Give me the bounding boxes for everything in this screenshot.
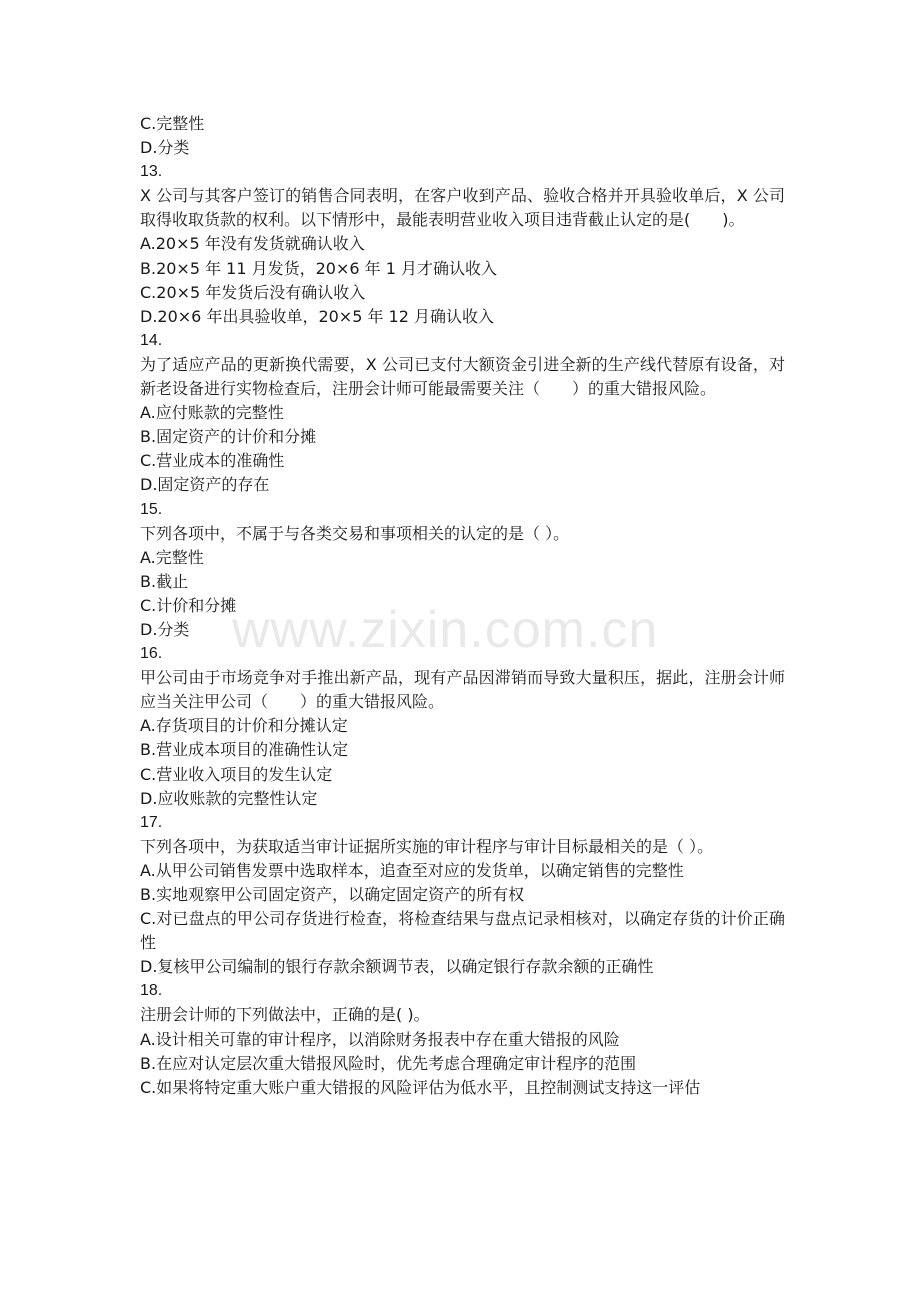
question-13-option-b: B.20×5 年 11 月发货，20×6 年 1 月才确认收入	[140, 258, 498, 278]
question-15-option-a: A.完整性	[140, 547, 204, 567]
question-15-option-b: B.截止	[140, 571, 189, 591]
question-15-option-d: D.分类	[140, 619, 190, 639]
question-15-number: 15.	[140, 500, 163, 518]
question-17-option-d: D.复核甲公司编制的银行存款余额调节表，以确定银行存款余额的正确性	[140, 957, 654, 977]
question-15-stem: 下列各项中，不属于与各类交易和事项相关的认定的是（ ）。	[140, 523, 570, 543]
question-14-option-b: B.固定资产的计价和分摊	[140, 427, 317, 447]
option-c-prev: C.完整性	[140, 114, 205, 133]
question-17-option-c: C.对已盘点的甲公司存货进行检查，将检查结果与盘点记录相核对，以确定存货的计价正确性	[140, 909, 785, 953]
question-16-option-d: D.应收账款的完整性认定	[140, 788, 318, 808]
question-14-stem: 为了适应产品的更新换代需要，X 公司已支付大额资金引进全新的生产线代替原有设备，对新老设备进行实物检查后，注册会计师可能最需要关注（ ）的重大错报风险。	[140, 354, 785, 399]
question-16-option-c: C.营业收入项目的发生认定	[140, 764, 333, 784]
question-18-option-b: B.在应对认定层次重大错报风险时，优先考虑合理确定审计程序的范围	[140, 1053, 637, 1073]
question-13-option-d: D.20×6 年出具验收单，20×5 年 12 月确认收入	[140, 306, 495, 326]
document-page	[140, 112, 785, 1100]
question-13-stem: X 公司与其客户签订的销售合同表明，在客户收到产品、验收合格并开具验收单后，X 公司取得收取货款的权利。以下情形中，最能表明营业收入项目违背截止认定的是( )。	[140, 186, 785, 230]
question-16-option-b: B.营业成本项目的准确性认定	[140, 740, 349, 760]
question-18-stem: 注册会计师的下列做法中，正确的是( )。	[140, 1005, 430, 1025]
question-14-option-c: C.营业成本的准确性	[140, 451, 285, 471]
question-13-option-a: A.20×5 年没有发货就确认收入	[140, 234, 365, 254]
question-17-option-b: B.实地观察甲公司固定资产，以确定固定资产的所有权	[140, 885, 525, 904]
question-16-option-a: A.存货项目的计价和分摊认定	[140, 716, 348, 736]
question-17-number: 17.	[140, 813, 163, 831]
question-16-number: 16.	[140, 645, 163, 663]
question-16-stem: 甲公司由于市场竞争对手推出新产品，现有产品因滞销而导致大量积压，据此，注册会计师应当关注甲公司（ ）的重大错报风险。	[140, 668, 785, 712]
option-d-prev: D.分类	[140, 138, 190, 158]
question-14-number: 14.	[140, 331, 163, 349]
question-13-option-c: C.20×5 年发货后没有确认收入	[140, 282, 366, 302]
question-17-stem: 下列各项中，为获取适当审计证据所实施的审计程序与审计目标最相关的是（ ）。	[140, 836, 714, 856]
question-13-number: 13.	[140, 163, 163, 181]
question-17-option-a: A.从甲公司销售发票中选取样本，追查至对应的发货单，以确定销售的完整性	[140, 860, 684, 880]
question-18-option-c: C.如果将特定重大账户重大错报的风险评估为低水平，且控制测试支持这一评估	[140, 1077, 701, 1097]
question-18-option-a: A.设计相关可靠的审计程序，以消除财务报表中存在重大错报的风险	[140, 1029, 620, 1049]
question-14-option-a: A.应付账款的完整性	[140, 403, 284, 423]
question-15-option-c: C.计价和分摊	[140, 595, 237, 615]
question-18-number: 18.	[140, 982, 163, 1000]
question-14-option-d: D.固定资产的存在	[140, 475, 270, 495]
watermark: www.zixin.com.cn	[232, 601, 659, 659]
